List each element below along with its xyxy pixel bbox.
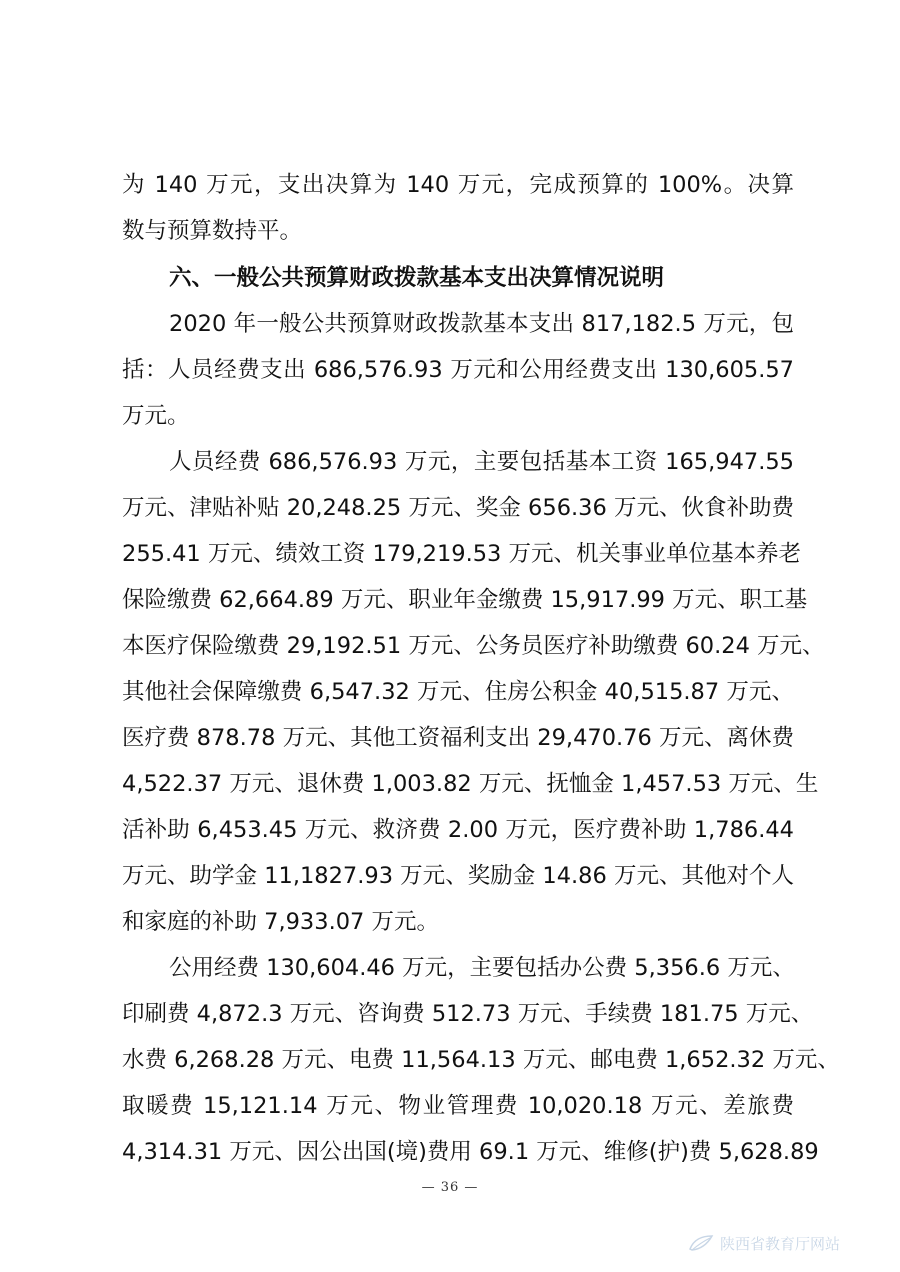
- text-line: 数与预算数持平。: [122, 218, 303, 244]
- text-line: 4,522.37 万元、退休费 1,003.82 万元、抚恤金 1,457.53 万元、生: [122, 771, 819, 797]
- text-line: 公用经费 130,604.46 万元，主要包括办公费 5,356.6 万元、: [169, 955, 795, 981]
- text-line: 万元、助学金 11,1827.93 万元、奖励金 14.86 万元、其他对个人: [122, 863, 794, 889]
- page-number: — 36 —: [421, 1180, 479, 1195]
- watermark-text: 陕西省教育厅网站: [719, 1234, 840, 1253]
- text-line: 括：人员经费支出 686,576.93 万元和公用经费支出 130,605.57: [122, 357, 794, 383]
- text-line: 255.41 万元、绩效工资 179,219.53 万元、机关事业单位基本养老: [122, 541, 802, 567]
- text-line: 人员经费 686,576.93 万元，主要包括基本工资 165,947.55: [169, 449, 794, 475]
- text-line: 其他社会保障缴费 6,547.32 万元、住房公积金 40,515.87 万元、: [122, 679, 794, 705]
- text-line: 4,314.31 万元、因公出国(境)费用 69.1 万元、维修(护)费 5,628.89: [122, 1139, 819, 1165]
- text-line: 水费 6,268.28 万元、电费 11,564.13 万元、邮电费 1,652.32 万元、: [122, 1047, 840, 1073]
- text-line: 万元、津贴补贴 20,248.25 万元、奖金 656.36 万元、伙食补助费: [122, 495, 794, 521]
- text-line: 2020 年一般公共预算财政拨款基本支出 817,182.5 万元，包: [169, 311, 794, 337]
- text-line: 取暖费 15,121.14 万元、物业管理费 10,020.18 万元、差旅费: [122, 1093, 794, 1119]
- text-line: 医疗费 878.78 万元、其他工资福利支出 29,470.76 万元、离休费: [122, 725, 794, 751]
- section-heading: 六、一般公共预算财政拨款基本支出决算情况说明: [169, 265, 665, 291]
- text-line: 为 140 万元，支出决算为 140 万元，完成预算的 100%。决算: [122, 172, 794, 198]
- site-watermark: [688, 1230, 840, 1256]
- text-line: 印刷费 4,872.3 万元、咨询费 512.73 万元、手续费 181.75 万元、: [122, 1001, 814, 1027]
- text-line: 和家庭的补助 7,933.07 万元。: [122, 909, 439, 935]
- text-line: 本医疗保险缴费 29,192.51 万元、公务员医疗补助缴费 60.24 万元、: [122, 633, 825, 659]
- leaf-logo-icon: [688, 1233, 714, 1253]
- text-line: 万元。: [122, 403, 190, 429]
- text-line: 活补助 6,453.45 万元、救济费 2.00 万元，医疗费补助 1,786.44: [122, 817, 794, 843]
- text-line: 保险缴费 62,664.89 万元、职业年金缴费 15,917.99 万元、职工基: [122, 587, 808, 613]
